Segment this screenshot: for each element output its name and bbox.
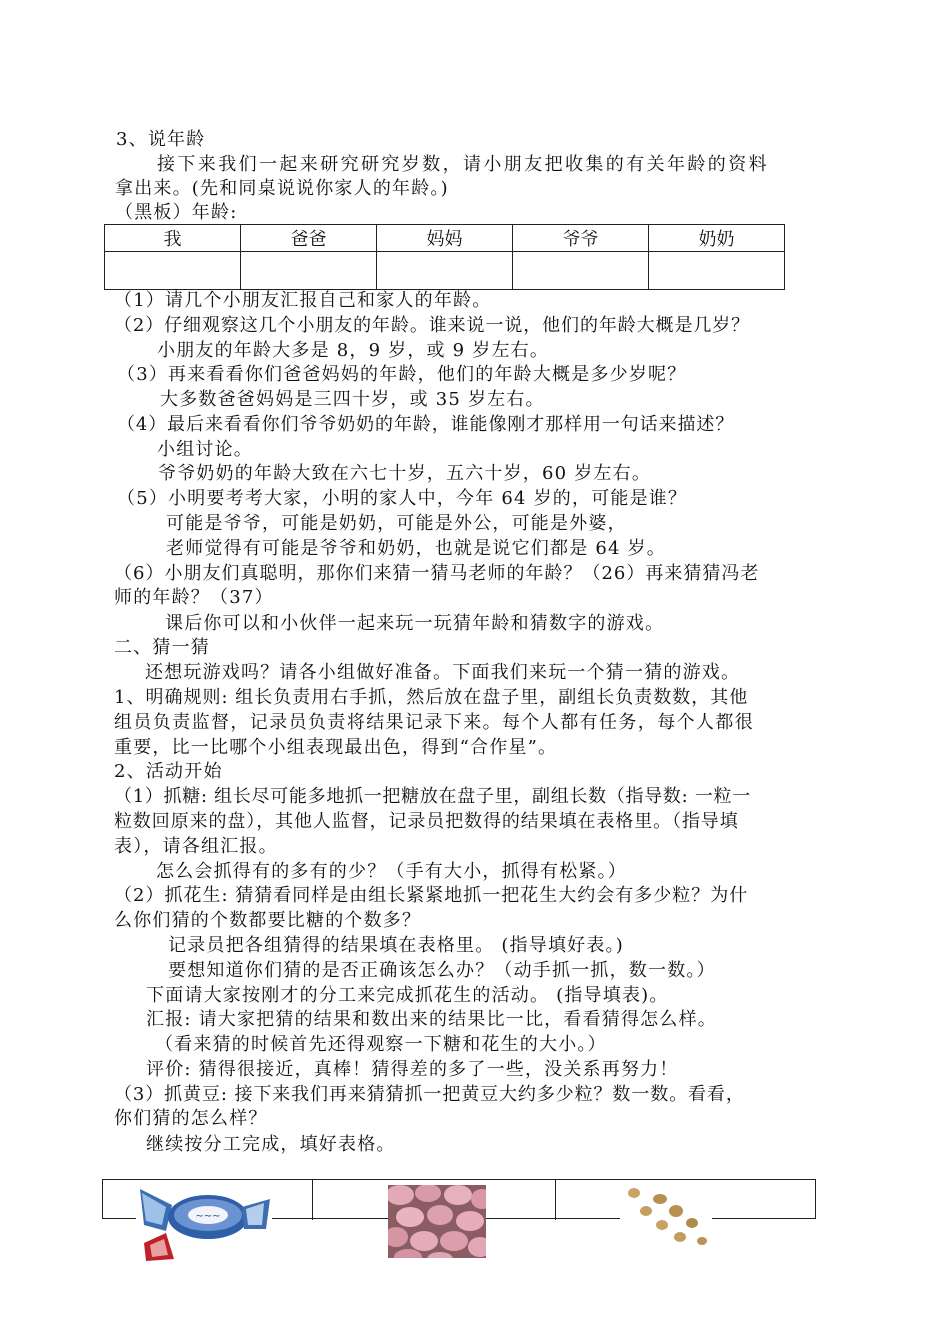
table-header-cell: 爸爸 — [241, 225, 377, 252]
paragraph-line: （3）抓黄豆: 接下来我们再来猜猜抓一把黄豆大约多少粒？数一数。看看， — [114, 1084, 745, 1105]
paragraph-line: （1）抓糖: 组长尽可能多地抓一把糖放在盘子里，副组长数（指导数: 一粒一 — [114, 786, 751, 807]
paragraph-line: 记录员把各组猜得的结果填在表格里。 (指导填好表。) — [168, 935, 624, 956]
paragraph-line: 组员负责监督，记录员负责将结果记录下来。每个人都有任务，每个人都很 — [114, 712, 755, 733]
table-header-row — [105, 225, 785, 252]
section-title: 二、猜一猜 — [114, 637, 210, 658]
table-cell — [241, 252, 377, 290]
paragraph-line: 拿出来。(先和同桌说说你家人的年龄。) — [115, 178, 449, 199]
paragraph-line: 评价: 猜得很接近，真棒！猜得差的多了一些，没关系再努力！ — [146, 1059, 679, 1080]
answer-line: 小朋友的年龄大多是 8，9 岁，或 9 岁左右。 — [157, 340, 550, 361]
paragraph-line: （2）抓花生: 猜猜看同样是由组长紧紧地抓一把花生大约会有多少粒？为什 — [114, 885, 749, 906]
table-header-cell: 奶奶 — [649, 225, 785, 252]
paragraph-line: 重要，比一比哪个小组表现最出色，得到“合作星”。 — [114, 737, 558, 758]
paragraph-line: 接下来我们一起来研究研究岁数，请小朋友把收集的有关年龄的资料 — [157, 154, 769, 175]
svg-text:~~~: ~~~ — [195, 1211, 221, 1222]
table-header-cell: 我 — [105, 225, 241, 252]
step-note: 小组讨论。 — [157, 439, 253, 460]
step-line: （1）请几个小朋友汇报自己和家人的年龄。 — [114, 290, 492, 311]
step-line: 师的年龄？（37） — [114, 587, 274, 608]
paragraph-line: 下面请大家按刚才的分工来完成抓花生的活动。 (指导填表)。 — [146, 985, 669, 1006]
step-line: （6）小朋友们真聪明，那你们来猜一猜马老师的年龄？（26）再来猜猜冯老 — [114, 563, 760, 584]
table-cell — [377, 252, 513, 290]
table-cell — [513, 252, 649, 290]
table-divider — [555, 1180, 556, 1220]
answer-line: 大多数爸爸妈妈是三四十岁，或 35 岁左右。 — [160, 389, 545, 410]
paragraph-line: 1、明确规则: 组长负责用右手抓，然后放在盘子里，副组长负责数数，其他 — [114, 687, 749, 708]
peanut-image — [388, 1185, 486, 1258]
paragraph-line: 么你们猜的个数都要比糖的个数多？ — [114, 910, 422, 931]
paragraph-line: 你们猜的怎么样？ — [114, 1108, 268, 1129]
paragraph-line: 继续按分工完成，填好表格。 — [146, 1134, 396, 1155]
table-header-cell: 爷爷 — [513, 225, 649, 252]
soybean-image — [620, 1185, 712, 1251]
age-table — [104, 224, 785, 290]
board-label: （黑板）年龄: — [115, 202, 238, 223]
section-title: 3、说年龄 — [116, 129, 206, 150]
answer-line: 爷爷奶奶的年龄大致在六七十岁，五六十岁，60 岁左右。 — [158, 463, 652, 484]
table-cell — [649, 252, 785, 290]
paragraph-line: 汇报: 请大家把猜的结果和数出来的结果比一比，看看猜得怎么样。 — [146, 1009, 717, 1030]
subsection-title: 2、活动开始 — [114, 761, 223, 782]
answer-line: 老师觉得有可能是爷爷和奶奶，也就是说它们都是 64 岁。 — [166, 538, 666, 559]
table-row — [105, 252, 785, 290]
step-line: （2）仔细观察这几个小朋友的年龄。谁来说一说，他们的年龄大概是几岁？ — [114, 315, 751, 336]
table-header-cell: 妈妈 — [377, 225, 513, 252]
paragraph-line: （看来猜的时候首先还得观察一下糖和花生的大小。） — [155, 1034, 607, 1055]
paragraph-line: 粒数回原来的盘），其他人监督，记录员把数得的结果填在表格里。（指导填 — [114, 811, 739, 832]
paragraph-line: 还想玩游戏吗？请各小组做好准备。下面我们来玩一个猜一猜的游戏。 — [145, 662, 741, 683]
paragraph-line: 课后你可以和小伙伴一起来玩一玩猜年龄和猜数字的游戏。 — [165, 613, 665, 634]
paragraph-line: 怎么会抓得有的多有的少？（手有大小，抓得有松紧。） — [156, 861, 627, 882]
candy-image — [136, 1185, 272, 1261]
table-divider — [312, 1180, 313, 1220]
step-line: （5）小明要考考大家，小明的家人中，今年 64 岁的，可能是谁？ — [117, 488, 688, 509]
step-line: （4）最后来看看你们爷爷奶奶的年龄，谁能像刚才那样用一句话来描述？ — [117, 414, 735, 435]
table-cell — [105, 252, 241, 290]
step-line: （3）再来看看你们爸爸妈妈的年龄，他们的年龄大概是多少岁呢？ — [117, 364, 687, 385]
paragraph-line: 要想知道你们猜的是否正确该怎么办？（动手抓一抓，数一数。） — [168, 960, 716, 981]
answer-line: 可能是爷爷，可能是奶奶，可能是外公，可能是外婆， — [166, 513, 627, 534]
paragraph-line: 表），请各组汇报。 — [114, 836, 278, 857]
